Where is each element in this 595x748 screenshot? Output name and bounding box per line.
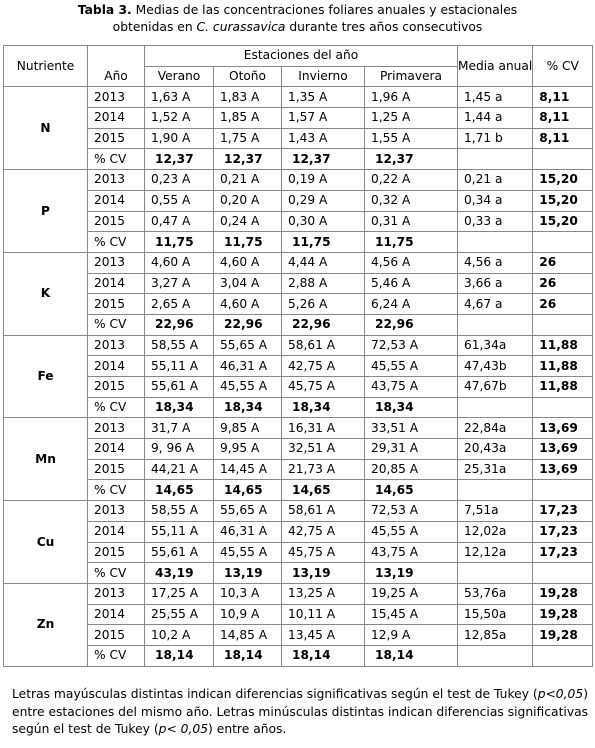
season-value-cell: 20,85 A: [365, 459, 458, 480]
season-value-cell: 0,32 A: [365, 190, 458, 211]
year-cell: 2013: [88, 170, 145, 191]
season-value-cell: 25,55 A: [145, 604, 214, 625]
mean-cell: 1,45 a: [458, 87, 533, 108]
season-value-cell: 45,55 A: [365, 356, 458, 377]
cv-row-label: % CV: [88, 232, 145, 253]
season-value-cell: 21,73 A: [282, 459, 365, 480]
cv-row: [4, 397, 593, 418]
year-cell: 2013: [88, 335, 145, 356]
season-value-cell: 58,55 A: [145, 501, 214, 522]
season-value-cell: 58,61 A: [282, 335, 365, 356]
cv-cell: 8,11: [533, 128, 593, 149]
season-value-cell: 1,90 A: [145, 128, 214, 149]
mean-cell: 3,66 a: [458, 273, 533, 294]
caption-text-3: durante tres años consecutivos: [285, 20, 483, 34]
cv-cell: 11,88: [533, 377, 593, 398]
year-cell: 2013: [88, 87, 145, 108]
season-value-cell: 72,53 A: [365, 335, 458, 356]
mean-cell: 12,85a: [458, 625, 533, 646]
cv-value-cell: 14,65: [282, 480, 365, 501]
cv-value-cell: 22,96: [145, 314, 214, 335]
season-value-cell: 0,20 A: [214, 190, 282, 211]
season-value-cell: 0,55 A: [145, 190, 214, 211]
empty-cell: [533, 149, 593, 170]
season-value-cell: 45,55 A: [214, 377, 282, 398]
cv-value-cell: 18,14: [214, 645, 282, 666]
cv-cell: 17,23: [533, 542, 593, 563]
season-value-cell: 46,31 A: [214, 356, 282, 377]
season-value-cell: 29,31 A: [365, 439, 458, 460]
cv-cell: 11,88: [533, 335, 593, 356]
season-value-cell: 17,25 A: [145, 583, 214, 604]
nutrient-cell: Cu: [4, 501, 88, 584]
season-value-cell: 14,85 A: [214, 625, 282, 646]
cv-value-cell: 22,96: [365, 314, 458, 335]
year-cell: 2014: [88, 190, 145, 211]
header-nutrient: Nutriente: [4, 46, 88, 87]
mean-cell: 22,84a: [458, 418, 533, 439]
season-value-cell: 43,75 A: [365, 377, 458, 398]
cv-row: [4, 480, 593, 501]
caption-label: Tabla 3.: [77, 3, 132, 17]
season-value-cell: 0,19 A: [282, 170, 365, 191]
table-row: [4, 418, 593, 439]
season-value-cell: 42,75 A: [282, 521, 365, 542]
season-value-cell: 4,44 A: [282, 252, 365, 273]
season-value-cell: 55,11 A: [145, 356, 214, 377]
table-row: [4, 335, 593, 356]
cv-cell: 19,28: [533, 604, 593, 625]
season-value-cell: 10,11 A: [282, 604, 365, 625]
cv-value-cell: 14,65: [214, 480, 282, 501]
cv-value-cell: 22,96: [282, 314, 365, 335]
year-cell: 2015: [88, 294, 145, 315]
empty-cell: [458, 232, 533, 253]
year-cell: 2015: [88, 211, 145, 232]
caption-text-2: obtenidas en: [112, 20, 197, 34]
table-row: [4, 521, 593, 542]
year-cell: 2015: [88, 625, 145, 646]
year-cell: 2015: [88, 377, 145, 398]
empty-cell: [458, 480, 533, 501]
year-cell: 2014: [88, 273, 145, 294]
header-season: Verano: [145, 66, 214, 87]
table-row: [4, 377, 593, 398]
season-value-cell: 9, 96 A: [145, 439, 214, 460]
cv-value-cell: 11,75: [145, 232, 214, 253]
season-value-cell: 43,75 A: [365, 542, 458, 563]
header-season: Primavera: [365, 66, 458, 87]
cv-row: [4, 563, 593, 584]
footnote-text: ) entre estaciones del mismo año. Letras minúsculas distintas indican diferencias significativas según el test de Tukey (: [12, 687, 589, 736]
mean-cell: 4,67 a: [458, 294, 533, 315]
empty-cell: [533, 480, 593, 501]
cv-row: [4, 149, 593, 170]
season-value-cell: 9,95 A: [214, 439, 282, 460]
season-value-cell: 1,75 A: [214, 128, 282, 149]
cv-row-label: % CV: [88, 645, 145, 666]
table-row: [4, 501, 593, 522]
year-cell: 2015: [88, 128, 145, 149]
season-value-cell: 0,47 A: [145, 211, 214, 232]
table-row: [4, 87, 593, 108]
year-cell: 2015: [88, 542, 145, 563]
table-row: [4, 542, 593, 563]
season-value-cell: 6,24 A: [365, 294, 458, 315]
caption-line-1: [0, 2, 595, 19]
nutrient-table: [3, 45, 593, 667]
cv-value-cell: 18,14: [145, 645, 214, 666]
cv-row-label: % CV: [88, 397, 145, 418]
header-seasons-group: Estaciones del año: [145, 46, 458, 67]
empty-cell: [533, 397, 593, 418]
empty-cell: [458, 563, 533, 584]
cv-value-cell: 18,34: [214, 397, 282, 418]
season-value-cell: 15,45 A: [365, 604, 458, 625]
year-cell: 2014: [88, 439, 145, 460]
season-value-cell: 44,21 A: [145, 459, 214, 480]
year-cell: 2013: [88, 252, 145, 273]
season-value-cell: 1,63 A: [145, 87, 214, 108]
table-row: [4, 108, 593, 129]
table-row: [4, 190, 593, 211]
season-value-cell: 3,04 A: [214, 273, 282, 294]
table-row: [4, 211, 593, 232]
season-value-cell: 5,46 A: [365, 273, 458, 294]
footnote: [12, 686, 590, 739]
mean-cell: 53,76a: [458, 583, 533, 604]
species-name: C. curassavica: [196, 20, 286, 34]
season-value-cell: 1,83 A: [214, 87, 282, 108]
mean-cell: 15,50a: [458, 604, 533, 625]
footnote-p-value: p< 0,05: [158, 722, 209, 736]
season-value-cell: 58,55 A: [145, 335, 214, 356]
season-value-cell: 55,61 A: [145, 542, 214, 563]
year-cell: 2014: [88, 604, 145, 625]
season-value-cell: 16,31 A: [282, 418, 365, 439]
nutrient-cell: Zn: [4, 583, 88, 666]
cv-cell: 8,11: [533, 108, 593, 129]
mean-cell: 0,21 a: [458, 170, 533, 191]
season-value-cell: 19,25 A: [365, 583, 458, 604]
cv-value-cell: 13,19: [282, 563, 365, 584]
cv-value-cell: 18,14: [365, 645, 458, 666]
empty-cell: [458, 314, 533, 335]
season-value-cell: 4,60 A: [214, 252, 282, 273]
season-value-cell: 3,27 A: [145, 273, 214, 294]
season-value-cell: 45,55 A: [214, 542, 282, 563]
season-value-cell: 58,61 A: [282, 501, 365, 522]
nutrient-cell: K: [4, 252, 88, 335]
header-season: Invierno: [282, 66, 365, 87]
season-value-cell: 32,51 A: [282, 439, 365, 460]
season-value-cell: 0,29 A: [282, 190, 365, 211]
cv-value-cell: 18,34: [282, 397, 365, 418]
cv-cell: 26: [533, 273, 593, 294]
season-value-cell: 1,52 A: [145, 108, 214, 129]
season-value-cell: 0,23 A: [145, 170, 214, 191]
season-value-cell: 1,25 A: [365, 108, 458, 129]
cv-cell: 8,11: [533, 87, 593, 108]
year-cell: 2015: [88, 459, 145, 480]
cv-value-cell: 14,65: [145, 480, 214, 501]
table-caption: [0, 2, 595, 36]
mean-cell: 12,02a: [458, 521, 533, 542]
mean-cell: 0,34 a: [458, 190, 533, 211]
year-cell: 2014: [88, 108, 145, 129]
season-value-cell: 33,51 A: [365, 418, 458, 439]
season-value-cell: 1,85 A: [214, 108, 282, 129]
mean-cell: 20,43a: [458, 439, 533, 460]
mean-cell: 61,34a: [458, 335, 533, 356]
mean-cell: 4,56 a: [458, 252, 533, 273]
header-year: Año: [88, 46, 145, 87]
cv-row: [4, 314, 593, 335]
mean-cell: 47,67b: [458, 377, 533, 398]
header-cv: % CV: [533, 46, 593, 87]
mean-cell: 1,71 b: [458, 128, 533, 149]
table-row: [4, 273, 593, 294]
cv-cell: 19,28: [533, 583, 593, 604]
header-row-1: [4, 46, 593, 67]
cv-row: [4, 645, 593, 666]
header-mean-annual: Media anual: [458, 46, 533, 87]
cv-value-cell: 12,37: [282, 149, 365, 170]
season-value-cell: 14,45 A: [214, 459, 282, 480]
season-value-cell: 72,53 A: [365, 501, 458, 522]
footnote-text: ) entre años.: [208, 722, 287, 736]
cv-value-cell: 11,75: [365, 232, 458, 253]
season-value-cell: 12,9 A: [365, 625, 458, 646]
season-value-cell: 10,3 A: [214, 583, 282, 604]
year-cell: 2014: [88, 356, 145, 377]
cv-cell: 13,69: [533, 439, 593, 460]
table-row: [4, 252, 593, 273]
season-value-cell: 45,55 A: [365, 521, 458, 542]
season-value-cell: 2,65 A: [145, 294, 214, 315]
season-value-cell: 13,25 A: [282, 583, 365, 604]
season-value-cell: 13,45 A: [282, 625, 365, 646]
year-cell: 2013: [88, 418, 145, 439]
season-value-cell: 55,65 A: [214, 501, 282, 522]
season-value-cell: 10,2 A: [145, 625, 214, 646]
cv-value-cell: 12,37: [145, 149, 214, 170]
cv-cell: 17,23: [533, 521, 593, 542]
cv-value-cell: 11,75: [214, 232, 282, 253]
empty-cell: [533, 232, 593, 253]
year-cell: 2014: [88, 521, 145, 542]
season-value-cell: 1,43 A: [282, 128, 365, 149]
cv-value-cell: 12,37: [214, 149, 282, 170]
cv-cell: 13,69: [533, 418, 593, 439]
mean-cell: 1,44 a: [458, 108, 533, 129]
cv-cell: 15,20: [533, 211, 593, 232]
header-season: Otoño: [214, 66, 282, 87]
season-value-cell: 0,22 A: [365, 170, 458, 191]
table-row: [4, 128, 593, 149]
season-value-cell: 0,31 A: [365, 211, 458, 232]
cv-value-cell: 18,14: [282, 645, 365, 666]
footnote-text: Letras mayúsculas distintas indican diferencias significativas según el test de Tukey (: [12, 687, 538, 701]
season-value-cell: 1,57 A: [282, 108, 365, 129]
mean-cell: 12,12a: [458, 542, 533, 563]
season-value-cell: 31,7 A: [145, 418, 214, 439]
empty-cell: [533, 645, 593, 666]
empty-cell: [533, 563, 593, 584]
season-value-cell: 42,75 A: [282, 356, 365, 377]
cv-value-cell: 43,19: [145, 563, 214, 584]
table-row: [4, 583, 593, 604]
mean-cell: 7,51a: [458, 501, 533, 522]
season-value-cell: 5,26 A: [282, 294, 365, 315]
season-value-cell: 9,85 A: [214, 418, 282, 439]
cv-row-label: % CV: [88, 480, 145, 501]
mean-cell: 47,43b: [458, 356, 533, 377]
season-value-cell: 55,61 A: [145, 377, 214, 398]
season-value-cell: 46,31 A: [214, 521, 282, 542]
season-value-cell: 45,75 A: [282, 542, 365, 563]
cv-row-label: % CV: [88, 314, 145, 335]
season-value-cell: 0,30 A: [282, 211, 365, 232]
cv-cell: 26: [533, 252, 593, 273]
table-row: [4, 356, 593, 377]
cv-value-cell: 18,34: [365, 397, 458, 418]
cv-cell: 19,28: [533, 625, 593, 646]
empty-cell: [458, 645, 533, 666]
season-value-cell: 4,60 A: [145, 252, 214, 273]
year-cell: 2013: [88, 501, 145, 522]
cv-cell: 17,23: [533, 501, 593, 522]
cv-row-label: % CV: [88, 149, 145, 170]
year-cell: 2013: [88, 583, 145, 604]
season-value-cell: 1,35 A: [282, 87, 365, 108]
cv-value-cell: 13,19: [214, 563, 282, 584]
season-value-cell: 2,88 A: [282, 273, 365, 294]
cv-cell: 15,20: [533, 190, 593, 211]
season-value-cell: 0,21 A: [214, 170, 282, 191]
cv-cell: 15,20: [533, 170, 593, 191]
caption-line-2: [0, 19, 595, 36]
table-row: [4, 439, 593, 460]
table-row: [4, 604, 593, 625]
cv-value-cell: 14,65: [365, 480, 458, 501]
cv-value-cell: 22,96: [214, 314, 282, 335]
nutrient-cell: Mn: [4, 418, 88, 501]
footnote-p-value: p<0,05: [537, 687, 584, 701]
table-row: [4, 625, 593, 646]
season-value-cell: 4,56 A: [365, 252, 458, 273]
cv-value-cell: 13,19: [365, 563, 458, 584]
nutrient-cell: N: [4, 87, 88, 170]
empty-cell: [458, 149, 533, 170]
season-value-cell: 1,55 A: [365, 128, 458, 149]
cv-value-cell: 11,75: [282, 232, 365, 253]
season-value-cell: 55,11 A: [145, 521, 214, 542]
empty-cell: [533, 314, 593, 335]
season-value-cell: 4,60 A: [214, 294, 282, 315]
mean-cell: 0,33 a: [458, 211, 533, 232]
table-row: [4, 294, 593, 315]
season-value-cell: 1,96 A: [365, 87, 458, 108]
empty-cell: [458, 397, 533, 418]
cv-row-label: % CV: [88, 563, 145, 584]
nutrient-cell: P: [4, 170, 88, 253]
nutrient-cell: Fe: [4, 335, 88, 418]
table-body: [4, 87, 593, 666]
cv-cell: 11,88: [533, 356, 593, 377]
table-row: [4, 170, 593, 191]
cv-value-cell: 18,34: [145, 397, 214, 418]
season-value-cell: 45,75 A: [282, 377, 365, 398]
season-value-cell: 55,65 A: [214, 335, 282, 356]
cv-value-cell: 12,37: [365, 149, 458, 170]
cv-cell: 26: [533, 294, 593, 315]
cv-cell: 13,69: [533, 459, 593, 480]
caption-text-1: Medias de las concentraciones foliares anuales y estacionales: [131, 3, 518, 17]
table-row: [4, 459, 593, 480]
season-value-cell: 10,9 A: [214, 604, 282, 625]
season-value-cell: 0,24 A: [214, 211, 282, 232]
mean-cell: 25,31a: [458, 459, 533, 480]
cv-row: [4, 232, 593, 253]
